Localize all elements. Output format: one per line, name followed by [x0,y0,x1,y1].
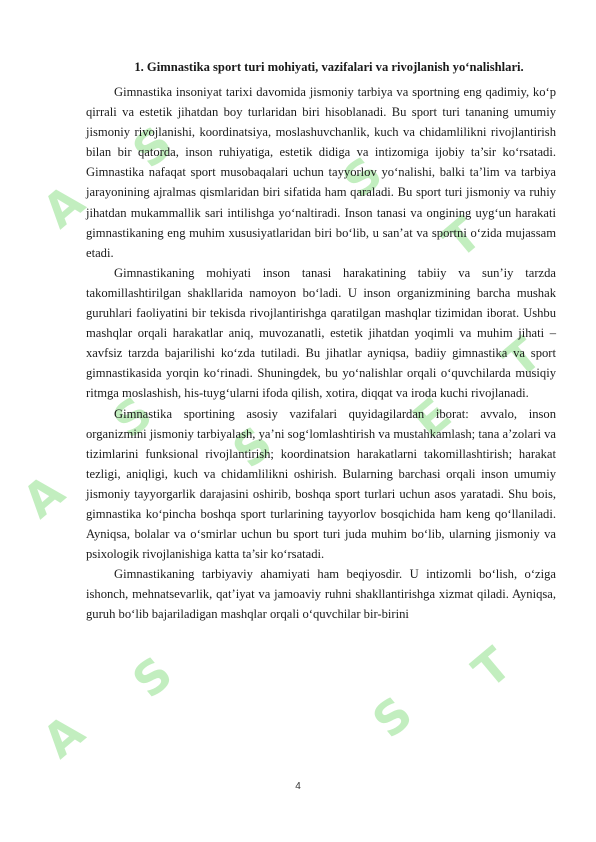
svg-text:T: T [432,206,492,269]
section-heading: 1. Gimnastika sport turi mohiyati, vazifalari va rivojlanish yo‘nalishlari. [134,60,524,74]
paragraph-2: Gimnastikaning mohiyati inson tanasi harakatining tabiiy va sun’iy tarzda takomillashtirilgan shakllarida namoyon bo‘ladi. U inson organizmining barcha mushak guruhlari faoliyatini bir tekisda rivojlantirishga qaratilgan mashqlar tizimidan iborat. Ushbu mashqlar orqali harakatlar aniq, muvozanatli, estetik jihatdan yoqimli va muhim jihati – xavfsiz tarzda bajarilishi ko‘zda tutiladi. Bu jihatlar ayniqsa, badiiy gimnastika va sport gimnastikasida yorqin ko‘rinadi. Shuningdek, bu yo‘nalishlar orqali o‘quvchilarda musiqiy ritmga moslashish, his-tuyg‘ularni ifoda qilish, xotira, diqqat va iroda kuchi rivojlanadi. [86,265,556,401]
paragraph-4: Gimnastikaning tarbiyaviy ahamiyati ham beqiyosdir. U intizomli bo‘lish, o‘ziga ishonch, mehnatsevarlik, qat’iyat va jamoaviy ruhni shakllantirishga xizmat qiladi. Ayniqsa, guruh bo‘lib bajariladigan mashqlar orqali o‘quvchilar bir-birini [86,567,556,622]
document-body [86,57,556,625]
svg-text:T: T [462,636,522,699]
paragraph-1: Gimnastika insoniyat tarixi davomida jismoniy tarbiya va sportning eng qadimiy, ko‘p qirrali va estetik jihatdan boy turlaridan biri hisoblanadi. Bu sport turi tananing umumiy jismoniy rivojlanishi, koordinatsiya, moslashuvchanlik, kuch va chidamlilikni rivojlantirish bilan bir qatorda, inson ruhiyatiga, estetik didiga va intizomiga ijobiy ta’sir ko‘rsatadi. Gimnastika nafaqat sport musobaqalari uchun tayyorlov yo‘nalishi, balki ta’lim va tarbiya jarayonining ajralmas qismlaridan biri sifatida ham qaraladi. Bu sport turi jismoniy va ruhiy jihatdan mukammallik sari intilishga yo‘naltiradi. Inson tanasi va ongining uyg‘un harakati gimnastikaning eng muhim xususiyatlaridan biri bo‘lib, u san’at va sportni o‘zida mujassam etadi. [86,85,556,260]
paragraph-3: Gimnastika sportining asosiy vazifalari quyidagilardan iborat: avvalo, inson organizmini jismoniy tarbiyalash, ya’ni sog‘lomlashtirish va mustahkamlash; tana a’zolari va tizimlarini funksional rivojlantirish; koordinatsion harakatlarni takomillashtirish; harakat tezligi, aniqligi, kuch va chidamlilikni oshirish. Bularning barchasi orqali inson umumiy jismoniy tayyorgarlik darajasini oshirib, boshqa sport turlari uchun asos yaratadi. Shu bois, gimnastika ko‘pincha boshqa sport turlarining tayyorlov bosqichida ham keng qo‘llaniladi. Ayniqsa, bolalar va o‘smirlar uchun bu sport turi juda muhim bo‘lib, ularning jismoniy va psixologik rivojlanishiga katta ta’sir ko‘rsatadi. [86,406,556,562]
svg-text:S: S [362,685,423,749]
svg-text:S: S [332,145,393,209]
svg-text:S: S [122,115,183,179]
svg-text:A: A [12,464,75,529]
svg-text:S: S [102,385,163,449]
page-number: 4 [295,781,301,792]
svg-text:S: S [122,645,183,709]
svg-text:E: E [402,386,462,449]
svg-text:S: S [222,415,283,479]
svg-text:A: A [32,704,95,769]
svg-text:T: T [492,326,552,389]
svg-text:A: A [32,174,95,239]
